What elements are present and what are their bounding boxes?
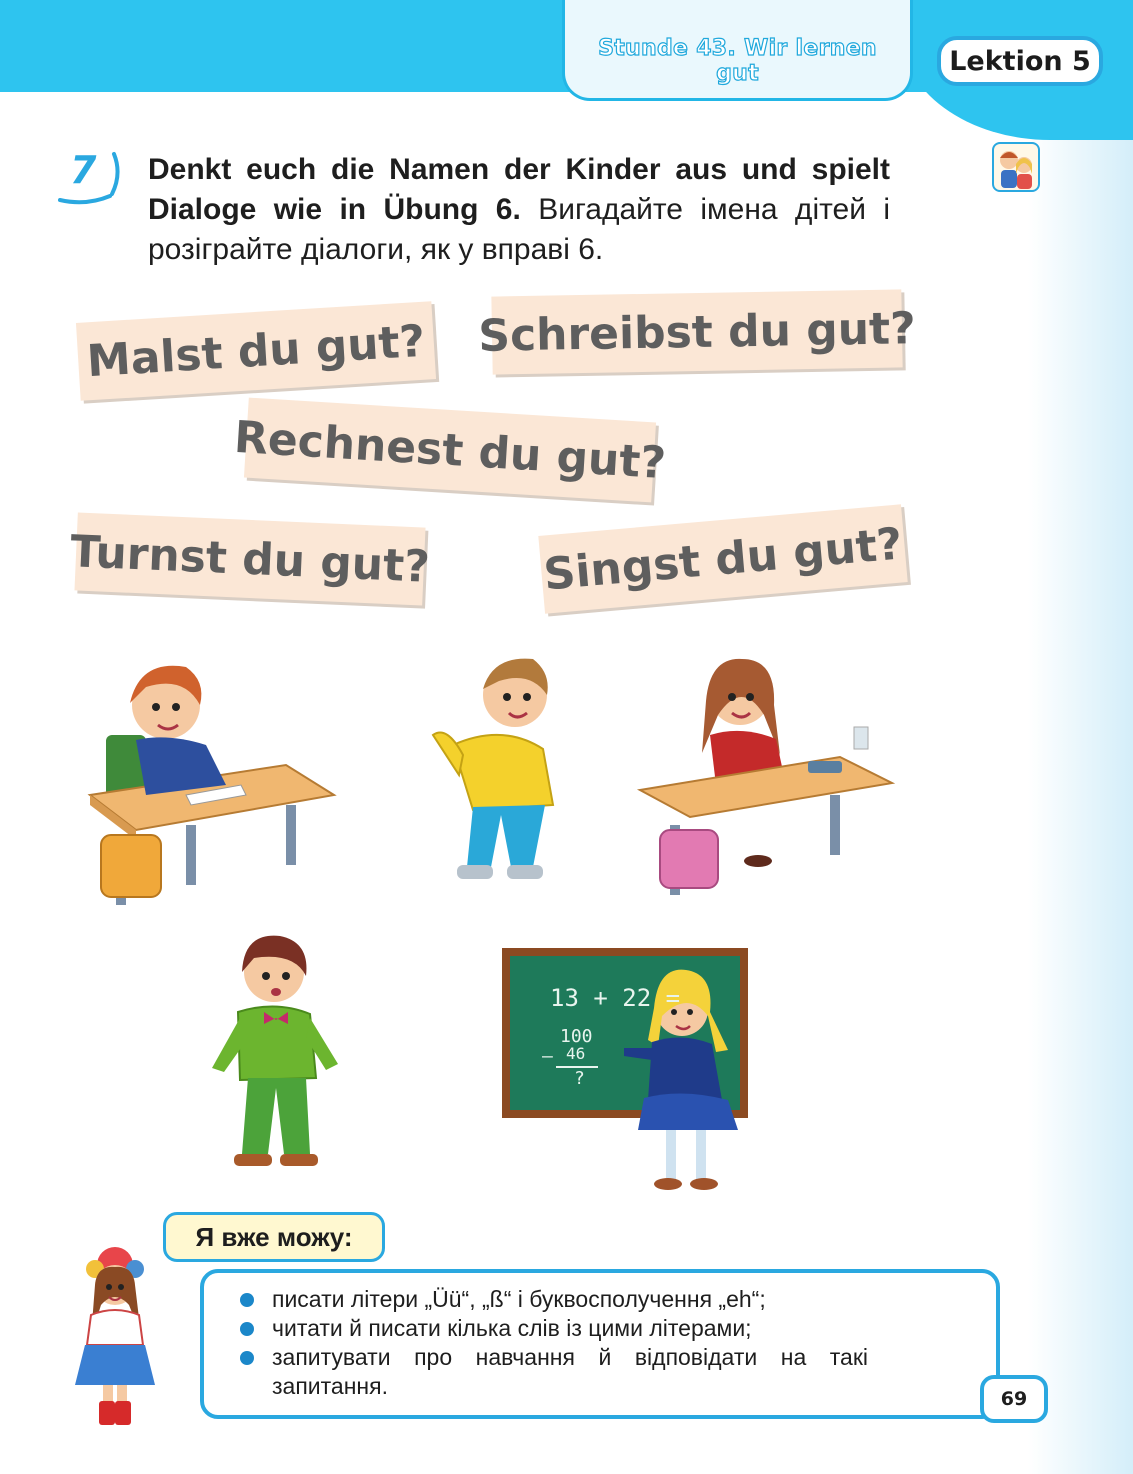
lektion-badge: Lektion 5 bbox=[937, 36, 1103, 86]
boy-in-green-suit-illustration bbox=[188, 928, 348, 1173]
list-item-text: запитувати про навчання й відповідати на такі запитання. bbox=[272, 1344, 868, 1399]
right-margin-gradient bbox=[1028, 0, 1133, 1474]
phrase-card-schreibst bbox=[477, 289, 917, 374]
girl-at-chalkboard-illustration bbox=[476, 930, 776, 1205]
exercise-instruction bbox=[148, 150, 890, 270]
exercise-number: 7 bbox=[70, 148, 97, 192]
list-item bbox=[238, 1343, 868, 1401]
girl-drawing-at-desk-illustration bbox=[630, 645, 900, 907]
phrase-text: Rechnest du gut? bbox=[232, 411, 668, 489]
boy-writing-at-desk-illustration bbox=[76, 645, 356, 915]
board-result: ? bbox=[574, 1068, 585, 1089]
page-number: 69 bbox=[980, 1375, 1048, 1423]
bullet-icon bbox=[240, 1351, 254, 1365]
summary-list bbox=[238, 1285, 868, 1401]
list-item-text: читати й писати кілька слів із цими літерами; bbox=[272, 1315, 752, 1341]
summary-heading: Я вже можу: bbox=[163, 1212, 385, 1262]
phrase-card-malst bbox=[76, 301, 436, 401]
lesson-title: Stunde 43. Wir lernen gut bbox=[598, 36, 877, 86]
phrase-text: Turnst du gut? bbox=[69, 525, 431, 593]
instruction-ukrainian: Вигадайте імена дітей і розіграйте діалоги, як у вправі 6. bbox=[148, 193, 890, 266]
phrase-card-turnst bbox=[69, 512, 431, 605]
chalkboard-scene bbox=[476, 930, 776, 1205]
phrase-text: Singst du gut? bbox=[541, 517, 905, 601]
list-item-text: писати літери „Üü“, „ß“ і буквосполучення „eh“; bbox=[272, 1286, 766, 1312]
boy-in-yellow-jacket-illustration bbox=[403, 645, 583, 885]
girl-in-ukrainian-costume-illustration bbox=[55, 1245, 175, 1430]
board-equation: 13 + 22 = bbox=[550, 984, 681, 1012]
bullet-icon bbox=[240, 1322, 254, 1336]
phrase-text: Malst du gut? bbox=[85, 315, 427, 387]
phrase-card-rechnest bbox=[232, 398, 668, 503]
phrase-card-singst bbox=[538, 504, 907, 613]
board-subtrahend: 46 bbox=[566, 1044, 586, 1063]
list-item bbox=[238, 1285, 868, 1314]
instruction-german: Denkt euch die Namen der Kinder aus und spielt Dialoge wie in Übung 6. bbox=[148, 153, 890, 226]
phrase-text: Schreibst du gut? bbox=[477, 302, 917, 362]
board-minuend: 100 bbox=[560, 1026, 593, 1047]
board-minus-sign: – bbox=[542, 1046, 553, 1067]
pair-work-icon bbox=[992, 142, 1040, 192]
list-item bbox=[238, 1314, 868, 1343]
bullet-icon bbox=[240, 1293, 254, 1307]
